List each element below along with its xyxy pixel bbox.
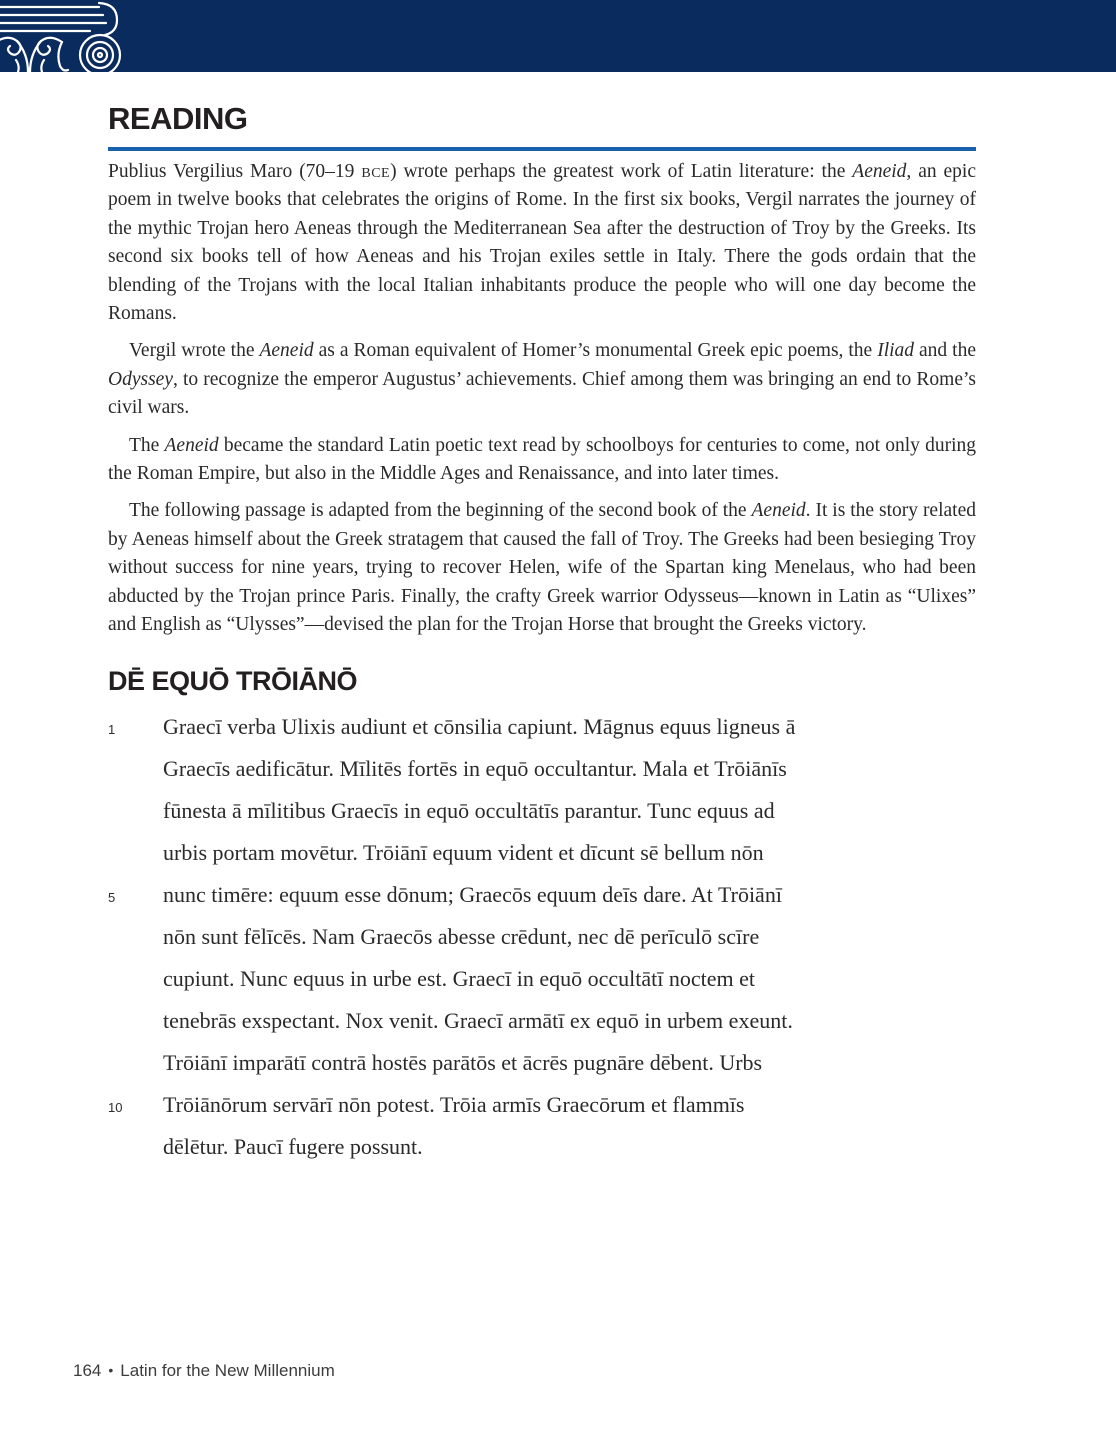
latin-line-row xyxy=(108,874,976,916)
footer-book-title: Latin for the New Millennium xyxy=(120,1361,335,1380)
latin-line-text: cupiunt. Nunc equus in urbe est. Graecī in equō occultātī noctem et xyxy=(163,966,755,992)
latin-line-row xyxy=(108,790,976,832)
latin-line-text: Trōiānōrum servārī nōn potest. Trōia armīs Graecōrum et flammīs xyxy=(163,1092,745,1118)
latin-line-row xyxy=(108,706,976,748)
latin-line-text: nōn sunt fēlīcēs. Nam Graecōs abesse crēdunt, nec dē perīculō scīre xyxy=(163,924,760,950)
intro-paragraph: Publius Vergilius Maro (70–19 bce) wrote perhaps the greatest work of Latin literature: the Aeneid, an epic poem in twelve books that celebrates the origins of Rome. In the first six books, Vergil narrates the journey of the mythic Trojan hero Aeneas through the Mediterranean Sea after the destruction of Troy by the Greeks. Its second six books tell of how Aeneas and his Trojan exiles settle in Italy. There the gods ordain that the blending of the Trojans with the local Italian inhabitants produce the people who will one day become the Romans. xyxy=(108,161,976,325)
latin-line-row xyxy=(108,1126,976,1168)
ionic-column-capital-icon xyxy=(0,0,132,72)
latin-line-number: 1 xyxy=(108,722,116,738)
page-footer xyxy=(73,1361,335,1381)
latin-line-number: 5 xyxy=(108,890,116,906)
latin-line-text: nunc timēre: equum esse dōnum; Graecōs equum deīs dare. At Trōiānī xyxy=(163,882,782,908)
latin-line-row xyxy=(108,916,976,958)
latin-line-row xyxy=(108,748,976,790)
footer-page-number: 164 xyxy=(73,1361,102,1380)
intro-section xyxy=(108,158,976,640)
latin-line-text: fūnesta ā mīlitibus Graecīs in equō occultātīs parantur. Tunc equus ad xyxy=(163,798,775,824)
latin-line-text: Trōiānī imparātī contrā hostēs parātōs et ācrēs pugnāre dēbent. Urbs xyxy=(163,1050,763,1076)
latin-line-row xyxy=(108,958,976,1000)
intro-paragraph: The Aeneid became the standard Latin poetic text read by schoolboys for centuries to come, not only during the Roman Empire, but also in the Middle Ages and Renaissance, and into later times. xyxy=(108,434,976,485)
latin-line-text: urbis portam movētur. Trōiānī equum vident et dīcunt sē bellum nōn xyxy=(163,840,764,866)
latin-line-number: 10 xyxy=(108,1100,123,1116)
page-content xyxy=(108,72,976,1168)
footer-separator: • xyxy=(108,1362,114,1378)
page-header-band xyxy=(0,0,1116,72)
latin-line-row xyxy=(108,832,976,874)
latin-line-row xyxy=(108,1042,976,1084)
latin-passage-title: DĒ EQUŌ TRŌIĀNŌ xyxy=(108,665,358,696)
page-title: READING xyxy=(108,101,248,136)
latin-line-text: tenebrās exspectant. Nox venit. Graecī armātī ex equō in urbem exeunt. xyxy=(163,1008,793,1034)
latin-line-row xyxy=(108,1000,976,1042)
latin-line-row xyxy=(108,1084,976,1126)
intro-paragraph: Vergil wrote the Aeneid as a Roman equivalent of Homer’s monumental Greek epic poems, the Iliad and the Odyssey, to recognize the emperor Augustus’ achievements. Chief among them was bringing an end to Rome’s civil wars. xyxy=(108,340,976,419)
intro-paragraph: The following passage is adapted from the beginning of the second book of the Aeneid. It is the story related by Aeneas himself about the Greek stratagem that caused the fall of Troy. The Greeks had been besieging Troy without success for nine years, trying to recover Helen, wife of the Spartan king Menelaus, who had been abducted by the Trojan prince Paris. Finally, the crafty Greek warrior Odysseus—known in Latin as “Ulixes” and English as “Ulysses”—devised the plan for the Trojan Horse that brought the Greeks victory. xyxy=(108,500,976,636)
latin-line-text: Graecī verba Ulixis audiunt et cōnsilia capiunt. Māgnus equus ligneus ā xyxy=(163,714,796,740)
latin-passage xyxy=(108,706,976,1168)
title-rule-divider xyxy=(108,147,976,151)
latin-line-text: dēlētur. Paucī fugere possunt. xyxy=(163,1134,423,1160)
latin-line-text: Graecīs aedificātur. Mīlitēs fortēs in equō occultantur. Mala et Trōiānīs xyxy=(163,756,787,782)
